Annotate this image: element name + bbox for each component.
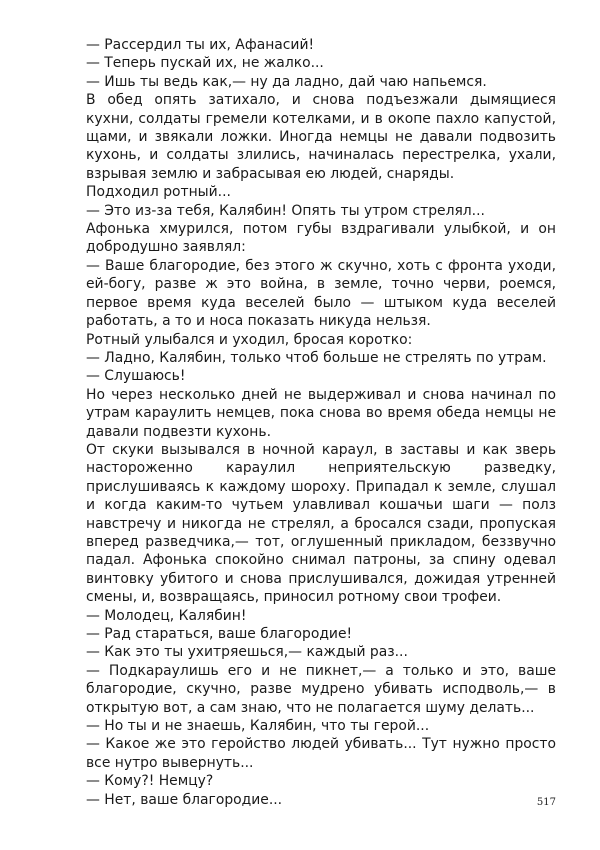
paragraph: — Подкараулишь его и не пикнет,— а только и это, ваше благородие, скучно, разве мудрено убивать исподволь,— в открытую вот, а сам знаю, что не полагается шуму делать... bbox=[86, 662, 556, 716]
paragraph: Подходил ротный... bbox=[86, 184, 231, 201]
paragraph: — Это из-за тебя, Калябин! Опять ты утром стрелял... bbox=[86, 202, 485, 219]
paragraph: — Нет, ваше благородие... bbox=[86, 791, 283, 808]
paragraph: — Рассердил ты их, Афанасий! bbox=[86, 37, 315, 53]
paragraph: Но через несколько дней не выдерживал и снова начинал по утрам караулить немцев, пока снова во время обеда немцы не давали подвезти кухонь. bbox=[86, 386, 556, 440]
paragraph: — Как это ты ухитряешься,— каждый раз... bbox=[86, 644, 408, 661]
paragraph: — Рад стараться, ваше благородие! bbox=[86, 626, 353, 642]
paragraph: — Слушаюсь! bbox=[86, 368, 186, 385]
paragraph: Ротный улыбался и уходил, бросая коротко: bbox=[86, 331, 413, 348]
paragraph: — Ваше благородие, без этого ж скучно, хоть с фронта уходи, ей-богу, разве ж это война, в земле, точно черви, роемся, первое время куда веселей было — штыком куда веселей работать, а то и носа показать никуда нельзя. bbox=[86, 257, 556, 330]
paragraph: — Теперь пускай их, не жалко... bbox=[86, 55, 324, 72]
paragraph: — Ишь ты ведь как,— ну да ладно, дай чаю напьемся. bbox=[86, 73, 487, 90]
page-number: 517 bbox=[536, 797, 556, 808]
paragraph: — Ладно, Калябин, только чтоб больше не стрелять по утрам. bbox=[86, 349, 547, 366]
paragraph: — Какое же это геройство людей убивать... Тут нужно просто все нутро вывернуть... bbox=[86, 736, 556, 771]
paragraph: — Но ты и не знаешь, Калябин, что ты герой... bbox=[86, 718, 430, 735]
paragraph: — Кому?! Немцу? bbox=[86, 773, 214, 790]
paragraph: От скуки вызывался в ночной караул, в заставы и как зверь настороженно караулил неприятельскую разведку, прислушиваясь к каждому шороху. Припадал к земле, слушал и когда каким-то чутьем улавливал кошачьи шаги — полз навстречу и никогда не стрелял, а бросался сзади, пропуская вперед разведчика,— тот, оглушенный прикладом, беззвучно падал. Афонька спокойно снимал патроны, за спину одевал винтовку убитого и снова прислушивался, дожидая утренней смены, и, возвращаясь, приносил ротному свои трофеи. bbox=[86, 441, 556, 606]
text-body bbox=[86, 36, 556, 809]
paragraph: — Молодец, Калябин! bbox=[86, 607, 247, 624]
paragraph: Афонька хмурился, потом губы вздрагивали улыбкой, и он добродушно заявлял: bbox=[86, 221, 556, 256]
paragraph: В обед опять затихало, и снова подъезжали дымящиеся кухни, солдаты гремели котелками, и в окопе пахло капустой, щами, и звякали ложки. Иногда немцы не давали подвозить кухонь, и солдаты злились, начиналась перестрелка, ухали, взрывая землю и забрасывая ею людей, снаряды. bbox=[86, 92, 556, 182]
